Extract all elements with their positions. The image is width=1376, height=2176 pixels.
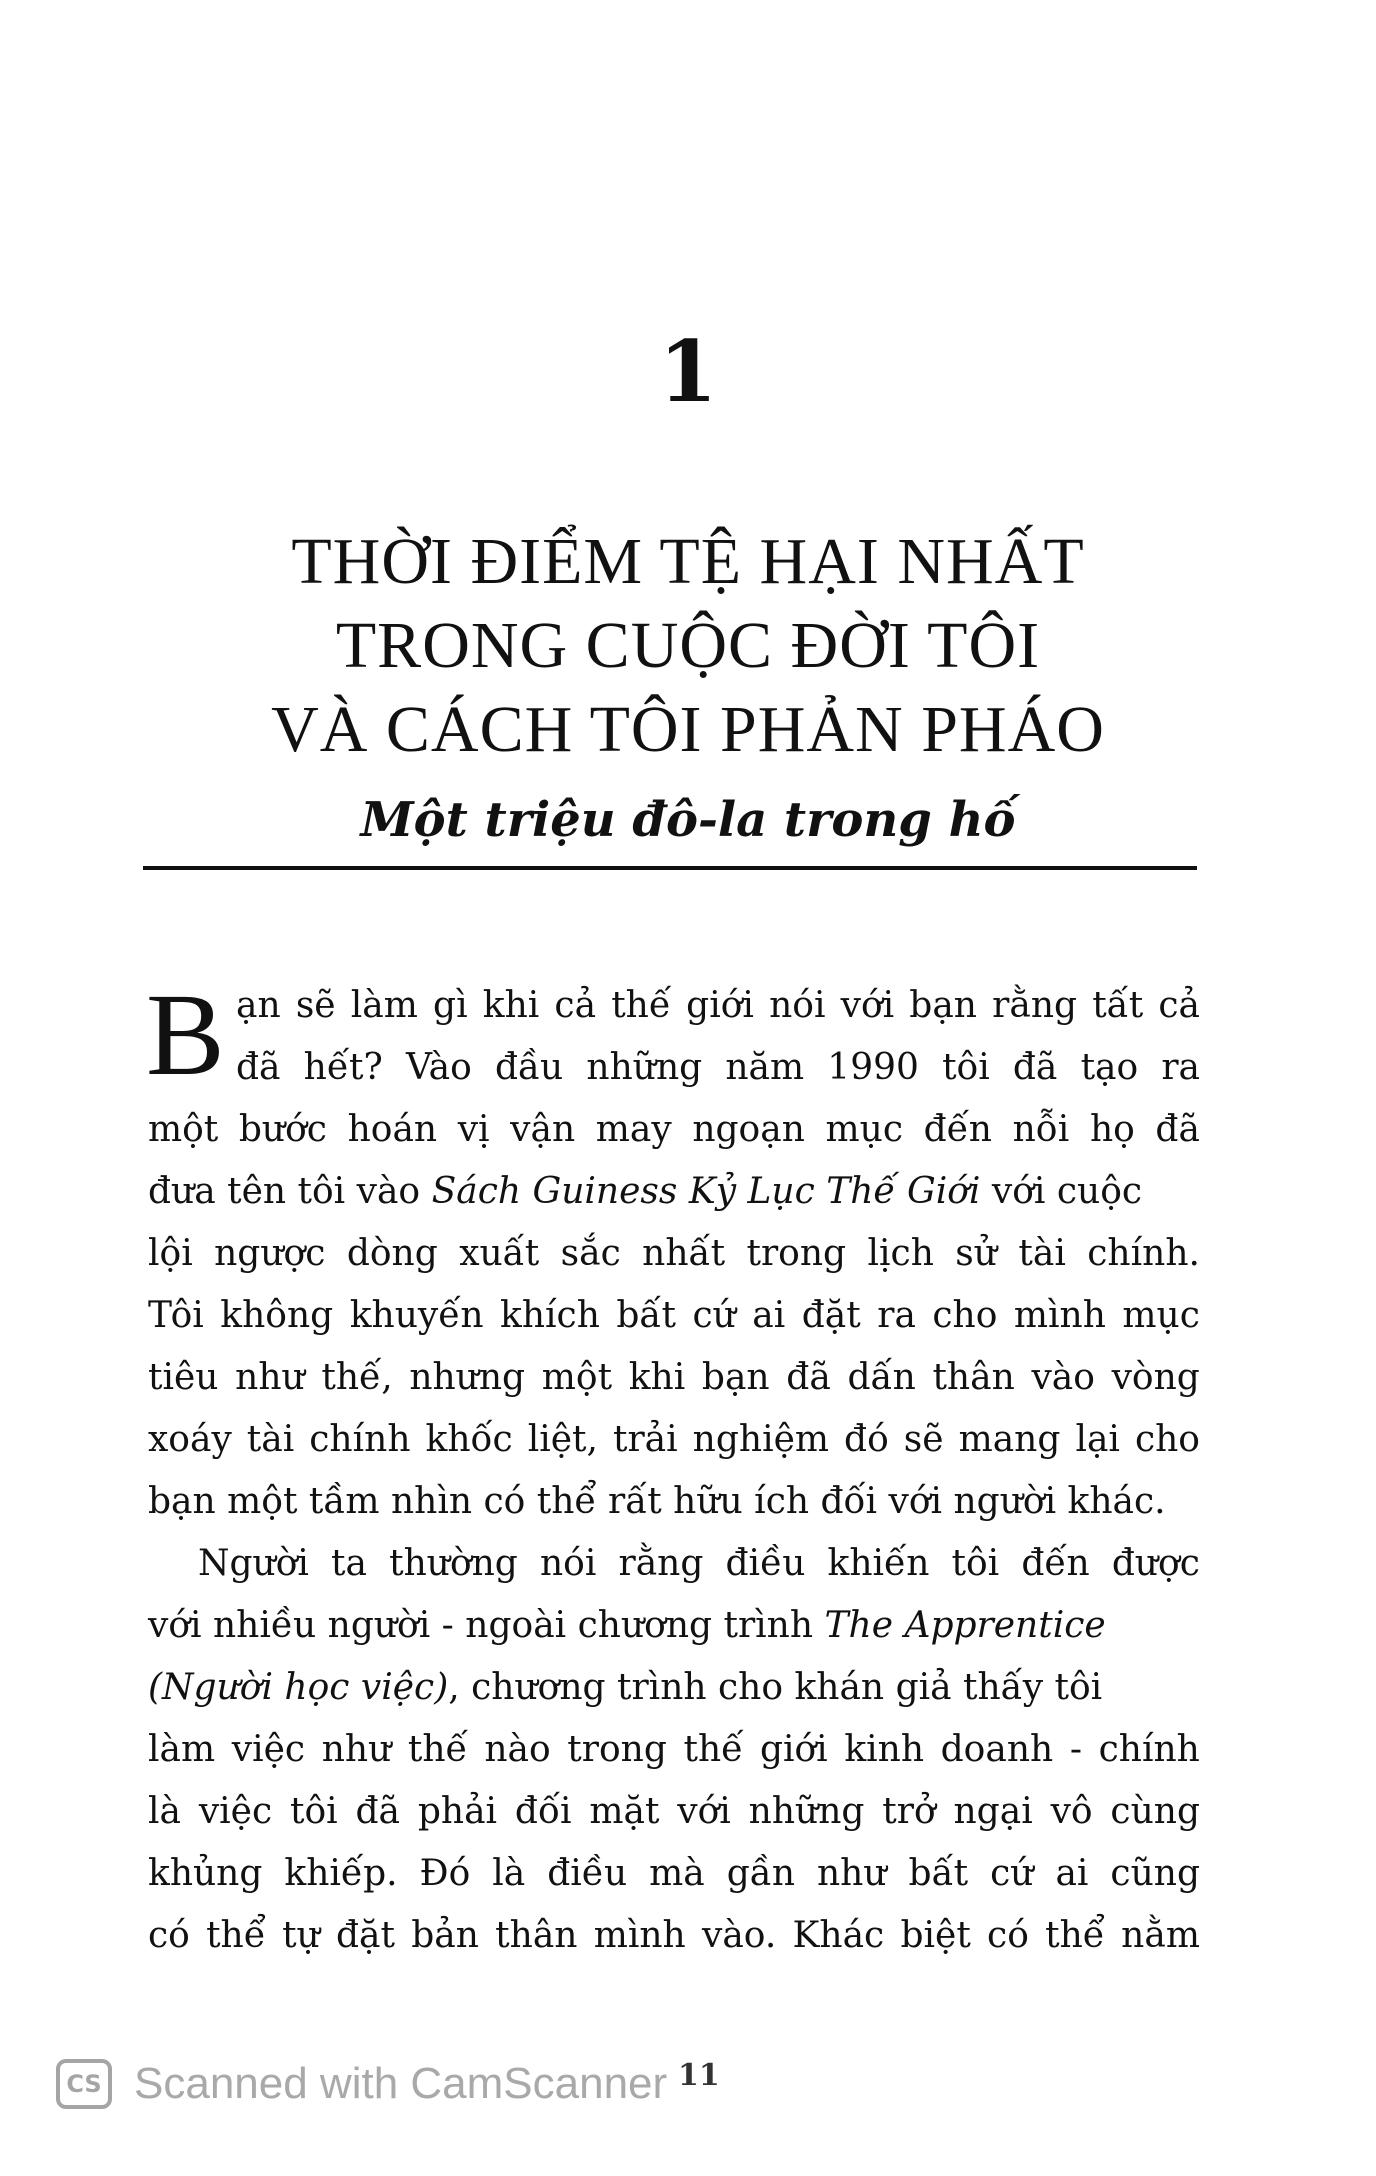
text-line-with-italic xyxy=(148,1657,1200,1719)
title-divider xyxy=(143,866,1197,870)
page-number: 11 xyxy=(678,2058,720,2093)
drop-cap: B xyxy=(146,969,225,1100)
show-title-italic: The Apprentice xyxy=(824,1605,1106,1646)
text-line: đã hết? Vào đầu những năm 1990 tôi đã tạo ra xyxy=(236,1047,1200,1088)
chapter-title-line: THỜI ĐIỂM TỆ HẠI NHẤT xyxy=(291,525,1085,598)
chapter-title-line: VÀ CÁCH TÔI PHẢN PHÁO xyxy=(271,693,1105,766)
chapter-title-line: TRONG CUỘC ĐỜI TÔI xyxy=(335,609,1041,682)
text-span: với cuộc xyxy=(980,1171,1143,1212)
camscanner-logo-icon: CS xyxy=(56,2059,112,2109)
chapter-subtitle: Một triệu đô-la trong hố xyxy=(360,792,1016,848)
chapter-title xyxy=(100,520,1276,772)
text-line: tiêu như thế, nhưng một khi bạn đã dấn thân vào vòng xyxy=(148,1357,1200,1398)
body-text xyxy=(146,969,1200,1967)
text-span: , chương trình cho khán giả thấy tôi xyxy=(448,1667,1103,1708)
text-span: với nhiều người - ngoài chương trình xyxy=(148,1605,825,1646)
text-line-with-italic xyxy=(148,1595,1200,1657)
text-line: có thể tự đặt bản thân mình vào. Khác biệt có thể nằm xyxy=(148,1915,1200,1956)
text-line: khủng khiếp. Đó là điều mà gần như bất cứ ai cũng xyxy=(148,1853,1200,1894)
text-line: lội ngược dòng xuất sắc nhất trong lịch sử tài chính. xyxy=(148,1233,1200,1274)
text-line: làm việc như thế nào trong thế giới kinh doanh - chính xyxy=(148,1729,1200,1770)
text-line: là việc tôi đã phải đối mặt với những trở ngại vô cùng xyxy=(148,1791,1200,1832)
text-line: xoáy tài chính khốc liệt, trải nghiệm đó sẽ mang lại cho xyxy=(148,1419,1200,1460)
text-span: đưa tên tôi vào xyxy=(148,1171,432,1212)
text-line: ạn sẽ làm gì khi cả thế giới nói với bạn rằng tất cả xyxy=(236,985,1200,1026)
watermark-text: Scanned with CamScanner xyxy=(134,2059,668,2108)
camscanner-watermark xyxy=(56,2052,667,2116)
text-line: Tôi không khuyến khích bất cứ ai đặt ra cho mình mục xyxy=(148,1295,1200,1336)
text-line: một bước hoán vị vận may ngoạn mục đến nỗi họ đã xyxy=(148,1109,1200,1150)
text-line: bạn một tầm nhìn có thể rất hữu ích đối với người khác. xyxy=(148,1481,1166,1522)
chapter-number: 1 xyxy=(658,322,718,421)
show-title-translation-italic: (Người học việc) xyxy=(148,1667,449,1708)
text-line: Người ta thường nói rằng điều khiến tôi đến được xyxy=(198,1543,1200,1584)
book-title-italic: Sách Guiness Kỷ Lục Thế Giới xyxy=(431,1171,981,1212)
text-line-with-italic xyxy=(148,1161,1200,1223)
